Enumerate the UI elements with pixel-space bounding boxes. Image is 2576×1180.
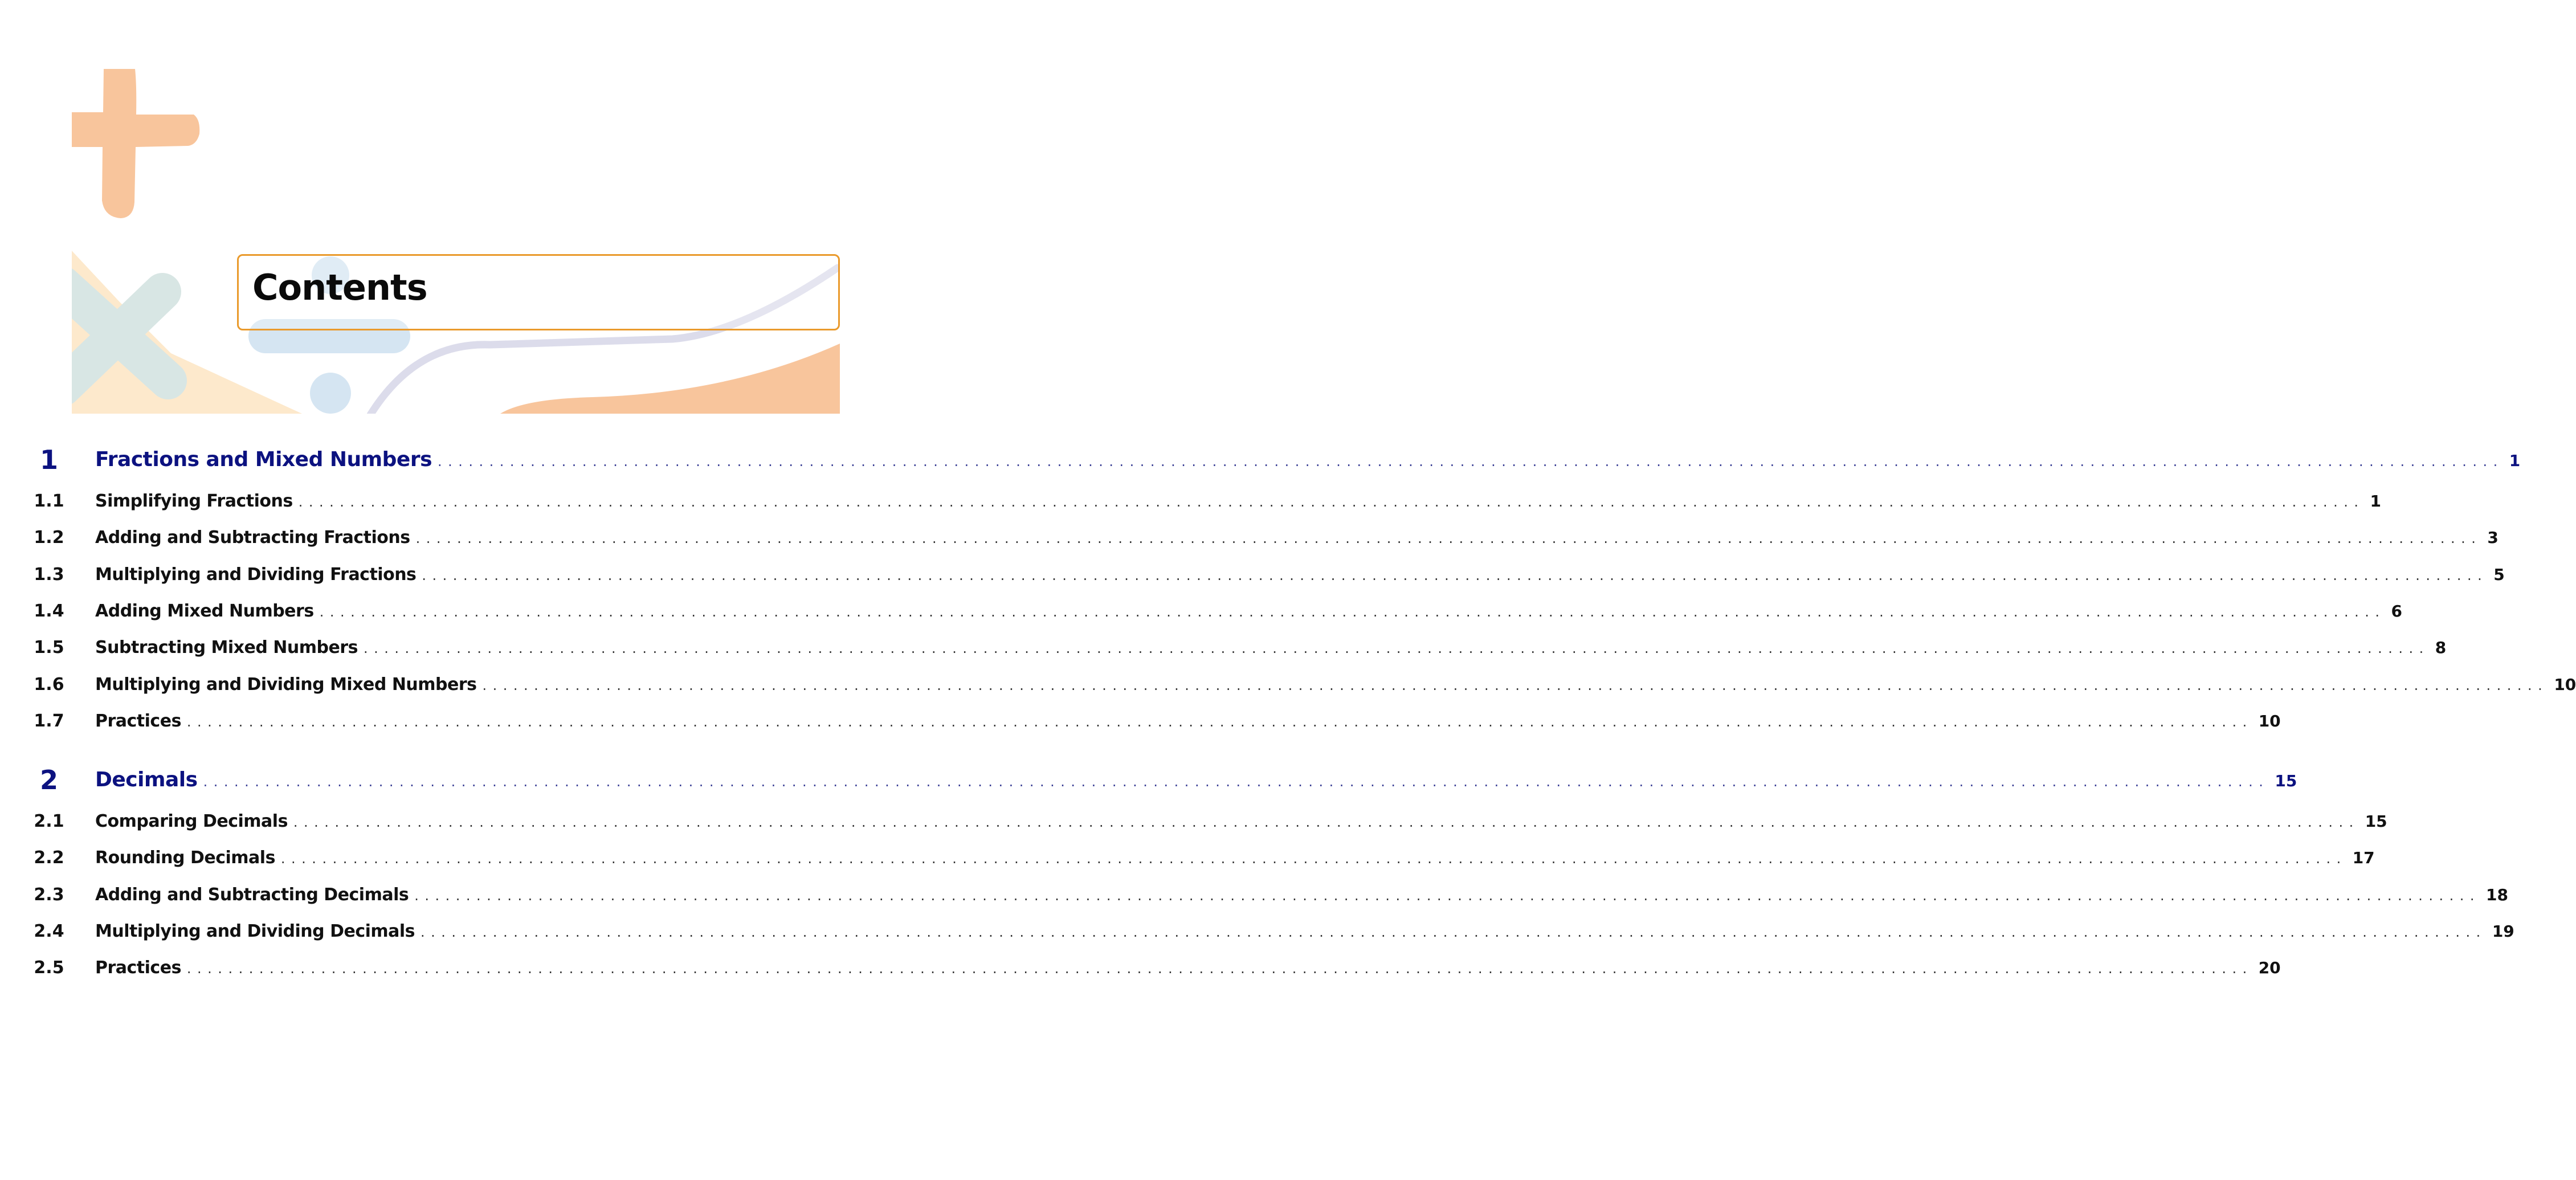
section-row[interactable]: [0, 918, 2514, 945]
dot-leader: ........................................................................................................................................................................................................: [363, 640, 2430, 657]
plus-icon: [72, 69, 199, 218]
section-row[interactable]: [0, 671, 2576, 699]
chapter-page-number: 1: [2509, 451, 2521, 470]
section-page-number: 10: [2554, 675, 2576, 694]
section-title[interactable]: Adding and Subtracting Fractions: [95, 528, 410, 548]
section-entry[interactable]: [95, 524, 2499, 552]
chapter-row[interactable]: [0, 765, 2297, 795]
section-row[interactable]: [0, 844, 2375, 872]
section-entry[interactable]: [95, 918, 2514, 945]
section-entry[interactable]: [95, 671, 2576, 699]
section-entry[interactable]: [95, 634, 2447, 662]
section-number: 1.4: [34, 601, 64, 621]
orange-wave: [500, 344, 840, 414]
dot-leader: ........................................................................................................................................................................................................: [293, 814, 2359, 830]
section-number: 1.6: [34, 674, 64, 695]
section-number: 2.4: [34, 921, 64, 941]
page-title: Contents: [252, 267, 427, 308]
section-page-number: 15: [2365, 812, 2387, 831]
section-row[interactable]: [0, 808, 2387, 835]
section-number: 1.1: [34, 491, 64, 511]
chapter-entry[interactable]: [95, 766, 2297, 794]
header-banner: [0, 0, 912, 416]
section-number: 2.1: [34, 811, 64, 831]
section-page-number: 10: [2258, 711, 2281, 730]
title-frame: [237, 254, 840, 330]
section-number: 1.5: [34, 638, 64, 658]
dot-leader: ........................................................................................................................................................................................................: [421, 924, 2487, 940]
section-page-number: 18: [2486, 885, 2508, 904]
section-row[interactable]: [0, 634, 2447, 662]
section-number: 2.3: [34, 884, 64, 905]
chapter-number: 1: [39, 444, 58, 475]
section-row[interactable]: [0, 598, 2402, 625]
chapter-title[interactable]: Fractions and Mixed Numbers: [95, 448, 432, 471]
dot-leader: ........................................................................................................................................................................................................: [186, 961, 2253, 977]
chapter-page-number: 15: [2275, 771, 2297, 790]
section-page-number: 20: [2258, 958, 2281, 978]
dot-leader: ........................................................................................................................................................................................................: [203, 774, 2269, 790]
section-entry[interactable]: [95, 708, 2281, 735]
section-page-number: 1: [2370, 492, 2381, 511]
section-entry[interactable]: [95, 488, 2381, 515]
section-page-number: 8: [2435, 638, 2447, 658]
chapter-number: 2: [39, 765, 58, 795]
section-number: 1.3: [34, 564, 64, 585]
section-number: 2.5: [34, 958, 64, 978]
dot-leader: ........................................................................................................................................................................................................: [438, 454, 2504, 469]
section-page-number: 5: [2493, 565, 2505, 584]
section-row[interactable]: [0, 561, 2505, 589]
dot-leader: ........................................................................................................................................................................................................: [280, 851, 2347, 867]
chapter-title[interactable]: Decimals: [95, 768, 198, 791]
section-entry[interactable]: [95, 881, 2508, 909]
section-entry[interactable]: [95, 844, 2375, 872]
dot-leader: ........................................................................................................................................................................................................: [186, 713, 2253, 730]
section-title[interactable]: Multiplying and Dividing Mixed Numbers: [95, 674, 477, 695]
section-entry[interactable]: [95, 808, 2387, 835]
dot-leader: ........................................................................................................................................................................................................: [319, 603, 2386, 620]
dot-leader: ........................................................................................................................................................................................................: [414, 887, 2480, 904]
section-row[interactable]: [0, 954, 2281, 982]
section-page-number: 3: [2487, 528, 2499, 548]
section-page-number: 19: [2492, 921, 2514, 941]
section-entry[interactable]: [95, 561, 2505, 589]
section-title[interactable]: Multiplying and Dividing Decimals: [95, 921, 415, 941]
dot-leader: ........................................................................................................................................................................................................: [482, 677, 2549, 693]
dot-leader: ........................................................................................................................................................................................................: [422, 567, 2488, 583]
chapter-row[interactable]: [0, 444, 2521, 475]
dot-leader: ........................................................................................................................................................................................................: [415, 530, 2482, 547]
section-page-number: 17: [2352, 848, 2375, 868]
section-title[interactable]: Rounding Decimals: [95, 848, 275, 868]
section-title[interactable]: Simplifying Fractions: [95, 491, 293, 511]
section-title[interactable]: Adding and Subtracting Decimals: [95, 884, 409, 905]
section-row[interactable]: [0, 488, 2381, 515]
section-number: 1.7: [34, 711, 64, 731]
dot-leader: ........................................................................................................................................................................................................: [298, 494, 2365, 510]
section-entry[interactable]: [95, 598, 2402, 625]
section-title[interactable]: Practices: [95, 711, 181, 731]
section-row[interactable]: [0, 708, 2281, 735]
section-title[interactable]: Adding Mixed Numbers: [95, 601, 314, 621]
section-row[interactable]: [0, 881, 2508, 909]
section-title[interactable]: Practices: [95, 958, 181, 978]
section-number: 2.2: [34, 848, 64, 868]
section-entry[interactable]: [95, 954, 2281, 982]
section-title[interactable]: Subtracting Mixed Numbers: [95, 638, 358, 658]
section-row[interactable]: [0, 524, 2499, 552]
section-number: 1.2: [34, 528, 64, 548]
section-title[interactable]: Comparing Decimals: [95, 811, 288, 831]
chapter-entry[interactable]: [95, 446, 2521, 473]
section-page-number: 6: [2391, 601, 2402, 620]
section-title[interactable]: Multiplying and Dividing Fractions: [95, 564, 417, 585]
